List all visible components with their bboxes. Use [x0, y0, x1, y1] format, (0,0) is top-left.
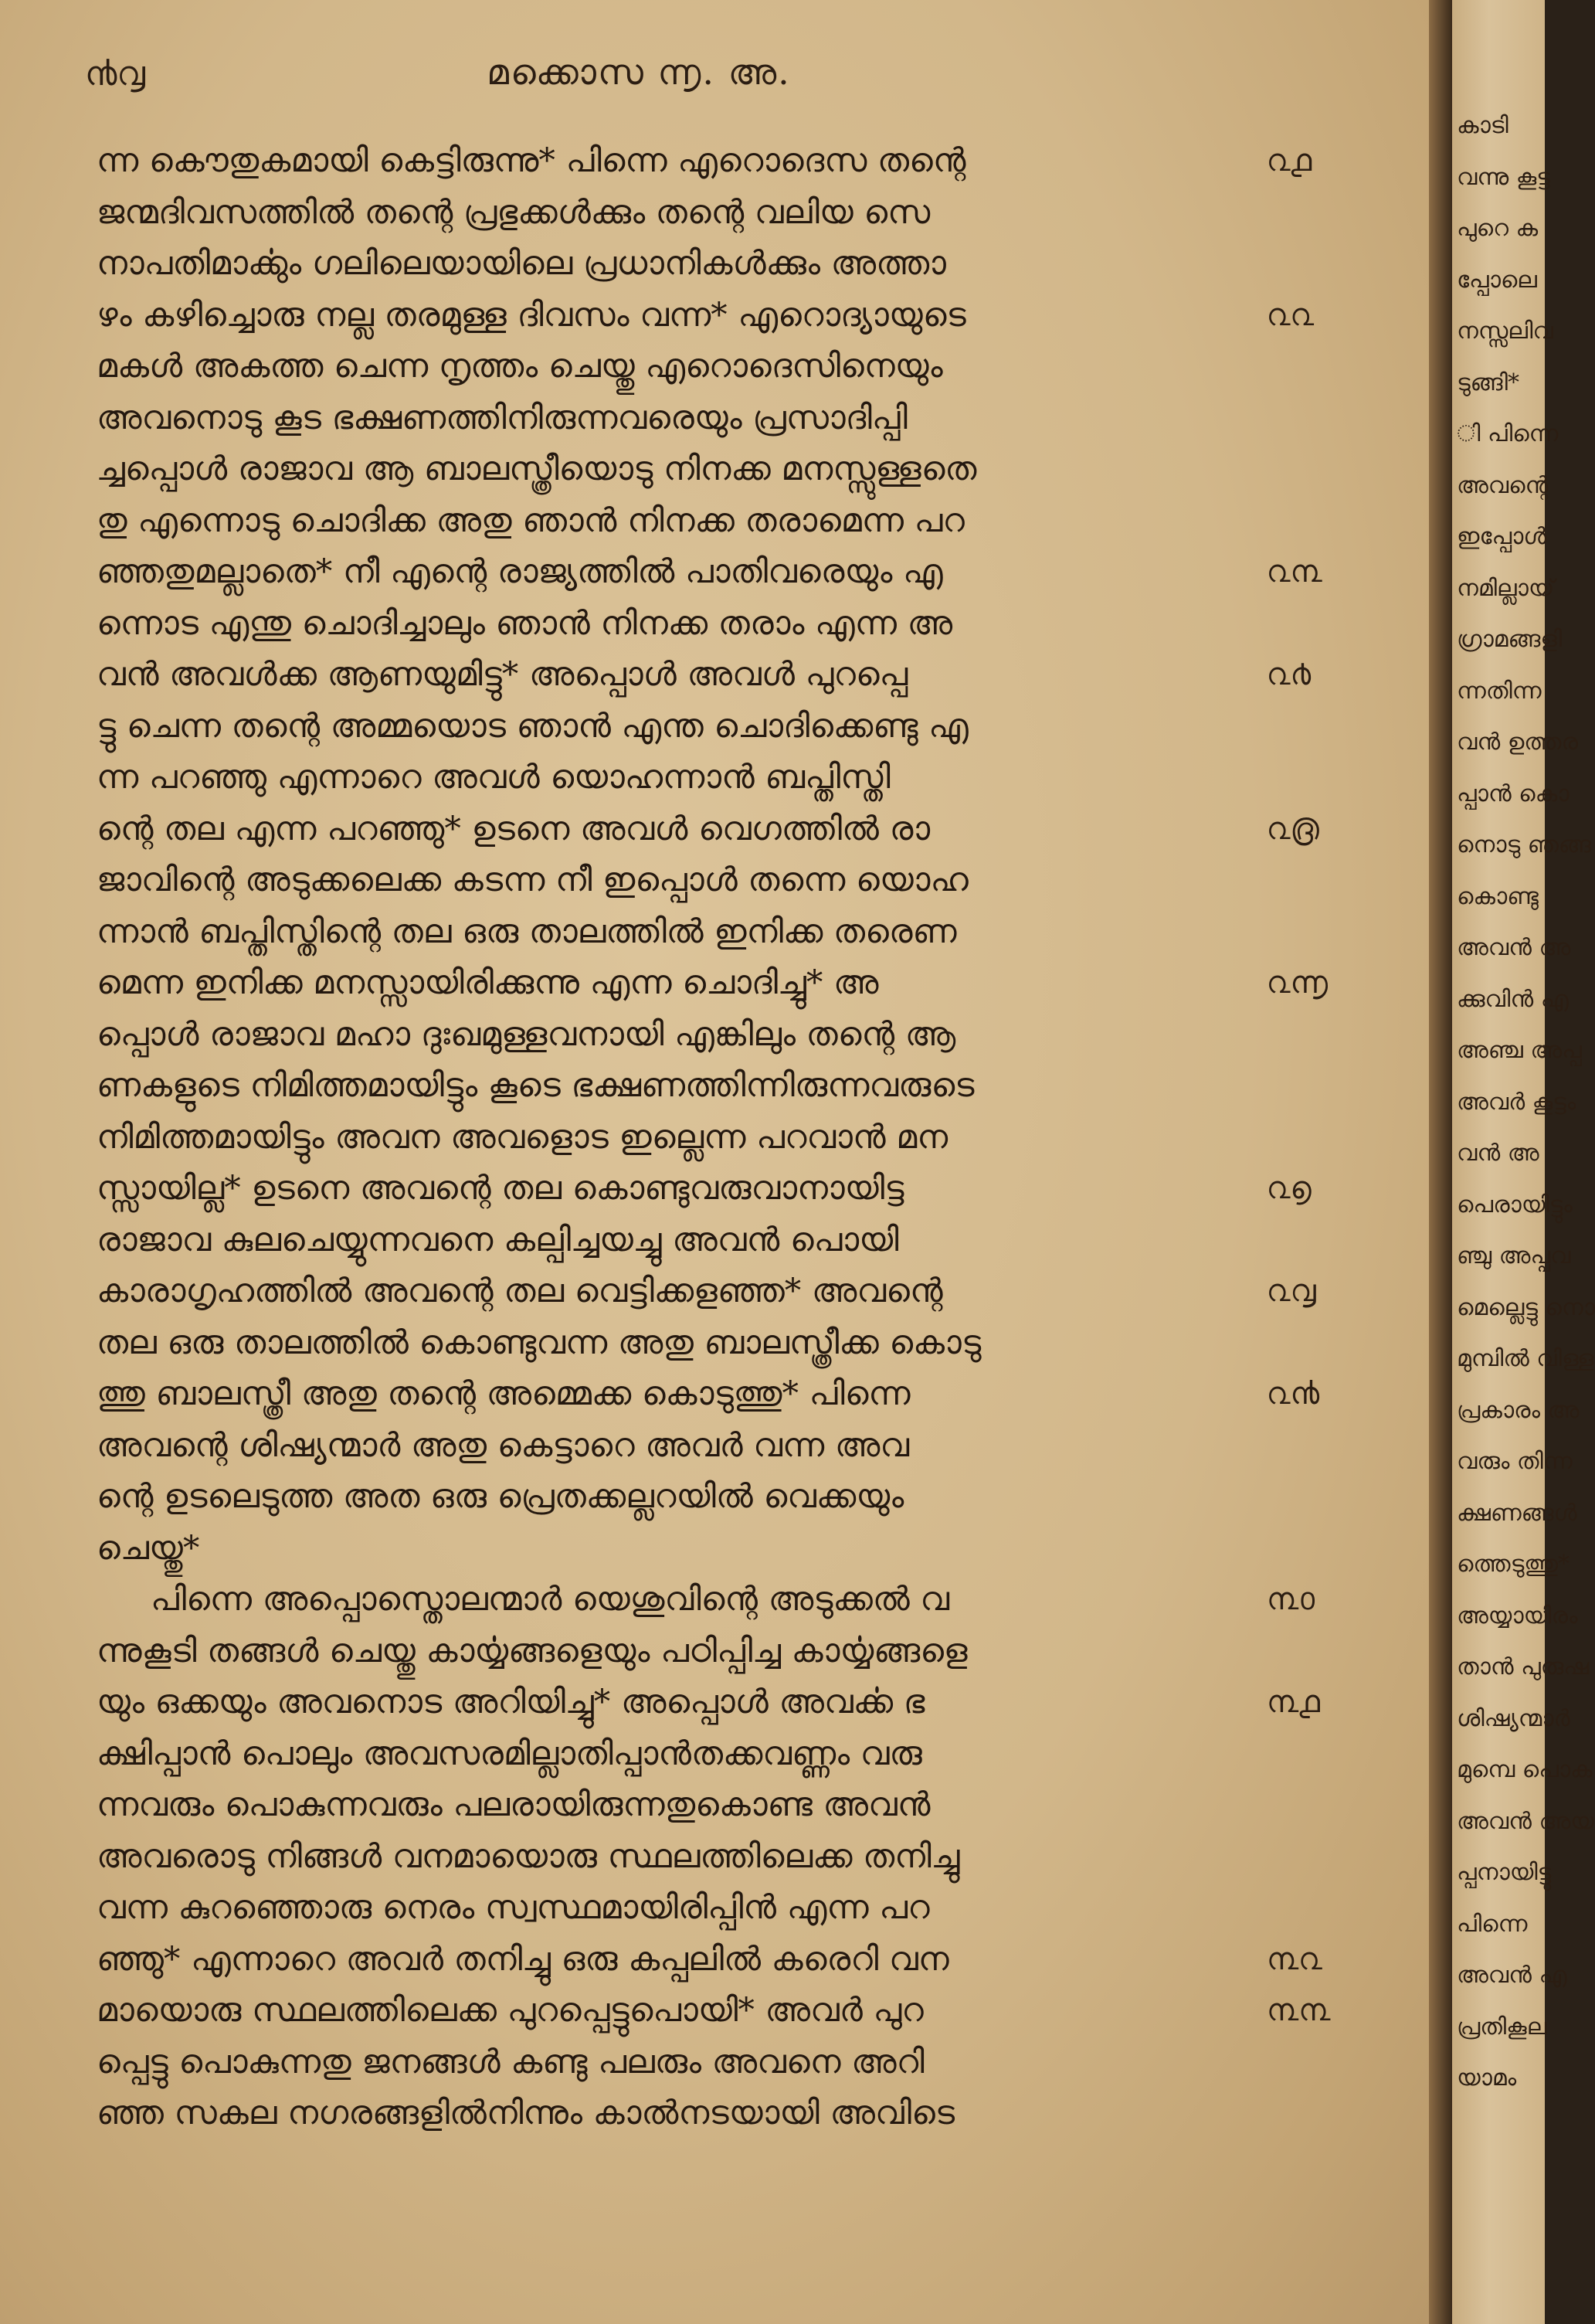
- verse-number: [1267, 443, 1359, 495]
- text-line: അവരൊടു നിങ്ങൾ വനമായൊരു സ്ഥലത്തിലെക്ക തനിച്ചു: [97, 1836, 960, 1876]
- verse-number: [1267, 2037, 1359, 2088]
- verse-number: [1267, 1728, 1359, 1780]
- verse-number: ൩൨: [1267, 1941, 1322, 1977]
- adjacent-page-fragment: വൻ അ: [1457, 1140, 1539, 1167]
- verse-number: [1267, 187, 1359, 239]
- verse-number: [1267, 906, 1359, 958]
- text-line: മായൊരു സ്ഥലത്തിലെക്ക പുറപ്പെട്ടുപൊയി* അവർ പുറ: [97, 1991, 924, 2030]
- verse-number: [1267, 1831, 1359, 1883]
- text-line: ന്ന കൌതുകമായി കെട്ടിരുന്നു* പിന്നെ എറൊദെസ തന്റെ: [97, 141, 966, 180]
- text-line: ന്റെ തല എന്ന പറഞ്ഞു* ഉടനെ അവൾ വെഗത്തിൽ രാ: [97, 809, 931, 848]
- adjacent-page-fragment: ഇപ്പോൾ: [1457, 523, 1547, 550]
- text-line: ഴം കഴിച്ചൊരു നല്ല തരമുള്ള ദിവസം വന്ന* എറൊദ്യായുടെ: [97, 295, 966, 335]
- adjacent-page-fragment: പെരായിട്ടും: [1457, 1191, 1573, 1218]
- verse-number: ൩൧: [1267, 1684, 1320, 1720]
- text-line: ന്ന പറഞ്ഞു എന്നാറെ അവൾ യൊഹന്നാൻ ബപ്തിസ്തി: [97, 758, 891, 797]
- adjacent-page-fragment: വൻ ഉത്തര: [1457, 729, 1578, 756]
- verse-number: ൨൪: [1267, 657, 1312, 692]
- adjacent-page-fragment: വരും തിന്ന: [1457, 1448, 1573, 1475]
- text-line: പ്പെട്ടു പൊകുന്നതു ജനങ്ങൾ കണ്ടു പലരും അവനെ അറി: [97, 2042, 925, 2081]
- text-line: അവന്റെ ശിഷ്യന്മാർ അതു കെട്ടാറെ അവർ വന്ന അവ: [97, 1425, 910, 1465]
- verse-number: [1267, 1112, 1359, 1164]
- adjacent-page: [1452, 0, 1595, 2324]
- text-body: [97, 135, 1255, 2139]
- text-line: ണകളുടെ നിമിത്തമായിട്ടും കൂടെ ഭക്ഷണത്തിന്നിരുന്നവരുടെ: [97, 1066, 975, 1105]
- verse-number: [1267, 1626, 1359, 1677]
- text-line: തു എന്നൊടു ചൊദിക്ക അതു ഞാൻ നിനക്ക തരാമെന്ന പറ: [97, 501, 965, 540]
- text-line: ക്ഷിപ്പാൻ പൊലും അവസരമില്ലാതിപ്പാൻതക്കവണ്ണം വരു: [97, 1734, 922, 1773]
- adjacent-page-fragment: നസ്സലിവ: [1457, 318, 1553, 345]
- text-line: ന്റെ ഉടലെടുത്ത അത ഒരു പ്രെതക്കല്ലറയിൽ വെക്കയും: [97, 1477, 904, 1516]
- adjacent-page-fragment: വന്നു കൂട്ട: [1457, 163, 1550, 191]
- adjacent-page-fragment: യാമം: [1457, 2064, 1517, 2091]
- verse-number: ൨൮: [1267, 1273, 1316, 1309]
- verse-number: ൨൧: [1267, 143, 1312, 178]
- text-line: ച്ചപ്പൊൾ രാജാവ ആ ബാലസ്ത്രീയൊടു നിനക്ക മനസ്സുള്ളതെ: [97, 450, 977, 488]
- text-line: കാരാഗൃഹത്തിൽ അവന്റെ തല വെട്ടിക്കളഞ്ഞ* അവന്റെ: [97, 1272, 943, 1310]
- text-line: ന്നവരും പൊകുന്നവരും പലരായിരുന്നതുകൊണ്ട അവൻ: [97, 1785, 931, 1824]
- adjacent-page-fragment: പ്പാൻ കൊ: [1457, 780, 1570, 807]
- text-line: പ്പൊൾ രാജാവ മഹാ ദുഃഖമുള്ളവനായി എങ്കിലും തന്റെ ആ: [97, 1014, 956, 1054]
- text-line: വന്ന കുറഞ്ഞൊരു നെരം സ്വസ്ഥമായിരിപ്പിൻ എന്ന പറ: [97, 1888, 930, 1927]
- verse-number: [1267, 1882, 1359, 1934]
- verse-number: [1267, 1060, 1359, 1112]
- verse-number: [1267, 238, 1359, 290]
- text-line: ന്നാൻ ബപ്തിസ്തിന്റെ തല ഒരു താലത്തിൽ ഇനിക്ക തരെണ: [97, 912, 957, 951]
- text-line: അവനൊടു കൂട ഭക്ഷണത്തിനിരുന്നവരെയും പ്രസാദിപ്പി: [97, 398, 908, 437]
- adjacent-page-fragment: പ്പനായിട്ടു: [1457, 1859, 1552, 1886]
- verse-number: [1267, 392, 1359, 444]
- verse-number: [1267, 598, 1359, 650]
- verse-number: [1267, 341, 1359, 392]
- adjacent-page-fragment: പ്രതികൂല: [1457, 2013, 1547, 2040]
- text-line: ജന്മദിവസത്തിൽ തന്റെ പ്രഭുക്കൾക്കും തന്റെ വലിയ സെ: [97, 192, 931, 232]
- text-line: ഞ്ഞതുമല്ലാതെ* നീ എന്റെ രാജ്യത്തിൽ പാതിവരെയും എ: [97, 552, 943, 591]
- text-line: ന്നൊട എന്തു ചൊദിച്ചാലും ഞാൻ നിനക്ക തരാം എന്ന അ: [97, 603, 953, 643]
- adjacent-page-fragment: കാടി: [1457, 112, 1508, 139]
- verse-number: ൩൩: [1267, 1993, 1331, 2028]
- verse-number: [1267, 495, 1359, 547]
- verse-number: [1267, 2088, 1359, 2139]
- page-number: ൯൮: [85, 54, 146, 93]
- adjacent-page-fragment: താൻ പുരുഷ: [1457, 1653, 1590, 1680]
- adjacent-page-fragment: പിന്നെ: [1457, 1910, 1528, 1938]
- verse-number: ൩൦: [1267, 1582, 1315, 1617]
- adjacent-page-fragment: ഗ്രാമങ്ങളി: [1457, 626, 1563, 653]
- adjacent-page-fragment: അവൻ അയ: [1457, 1807, 1594, 1835]
- text-line: ഞ്ഞു* എന്നാറെ അവർ തനിച്ചു ഒരു കപ്പലിൽ കരെറി വന: [97, 1939, 949, 1979]
- text-line: രാജാവ കുലചെയ്യുന്നവനെ കല്പിച്ചയച്ചു അവൻ പൊയി: [97, 1220, 899, 1259]
- adjacent-page-fragment: അവൻ എ: [1457, 1962, 1567, 1989]
- adjacent-page-fragment: ക്ഷണങ്ങൾ: [1457, 1499, 1577, 1527]
- text-line: നാപതിമാൎക്കും ഗലിലെയായിലെ പ്രധാനികൾക്കും അത്താ: [97, 244, 946, 283]
- verse-number: [1267, 1471, 1359, 1523]
- verse-number: ൨൭: [1267, 1170, 1312, 1206]
- text-line: ജാവിന്റെ അടുക്കലെക്ക കടന്ന നീ ഇപ്പൊൾ തന്നെ യൊഹ: [97, 861, 969, 899]
- text-line: ന്നുകൂടി തങ്ങൾ ചെയ്തു കാൎയ്യങ്ങളെയും പഠിപ്പിച്ച കാൎയ്യങ്ങളെ: [97, 1631, 968, 1670]
- adjacent-page-fragment: കൊണ്ടു: [1457, 882, 1539, 910]
- verse-number: ൨൫: [1267, 810, 1319, 847]
- adjacent-page-text: [1452, 100, 1595, 2105]
- verse-number: ൨൩: [1267, 554, 1322, 589]
- verse-number: [1267, 1523, 1359, 1575]
- verse-number: [1267, 1215, 1359, 1266]
- text-line: തല ഒരു താലത്തിൽ കൊണ്ടുവന്ന അതു ബാലസ്ത്രീക്ക കൊടു: [97, 1323, 982, 1362]
- text-line: സ്സായില്ല* ഉടനെ അവന്റെ തല കൊണ്ടുവരുവാനായിട്ട: [97, 1169, 904, 1208]
- verse-number: [1267, 752, 1359, 804]
- adjacent-page-fragment: ക്കുവിൻ എ: [1457, 985, 1569, 1013]
- adjacent-page-fragment: ഞ്ചു അപ്പവ: [1457, 1242, 1571, 1269]
- text-line: പിന്നെ അപ്പൊസ്തൊലന്മാർ യെശുവിന്റെ അടുക്കൽ വ: [151, 1580, 950, 1619]
- verse-number: [1267, 1009, 1359, 1061]
- adjacent-page-fragment: അവർ കൂട്ടം: [1457, 1088, 1576, 1116]
- verse-number: [1267, 701, 1359, 753]
- book-gutter: [1429, 0, 1452, 2324]
- adjacent-page-fragment: പുറെ ക: [1457, 215, 1539, 242]
- adjacent-page-fragment: മുമ്പിൽ വിള്ള: [1457, 1345, 1594, 1372]
- verse-number: ൨൨: [1267, 297, 1315, 333]
- text-line: വൻ അവൾക്ക ആണയുമിട്ടു* അപ്പൊൾ അവൾ പുറപ്പെ: [97, 655, 908, 694]
- adjacent-page-fragment: പ്പോലെ: [1457, 266, 1537, 294]
- adjacent-page-fragment: പ്രകാരം അ: [1457, 1396, 1580, 1424]
- verse-number: [1267, 1420, 1359, 1472]
- adjacent-page-fragment: ത്തെടുത്തു*: [1457, 1551, 1570, 1578]
- adjacent-page-fragment: മുമ്പെ പൊക: [1457, 1756, 1593, 1783]
- verse-number: [1267, 1317, 1359, 1369]
- text-line: ഞ്ഞ സകല നഗരങ്ങളിൽനിന്നും കാൽനടയായി അവിടെ: [97, 2094, 955, 2132]
- adjacent-page-fragment: അവന്റെ: [1457, 471, 1549, 499]
- verse-number-column: [1267, 135, 1359, 2139]
- adjacent-page-fragment: നൊടു ഞങ്ങ: [1457, 831, 1591, 858]
- adjacent-page-fragment: ടുങ്ങി*: [1457, 369, 1520, 396]
- adjacent-page-fragment: ന്നതിന്ന: [1457, 677, 1542, 705]
- verse-number: ൨൯: [1267, 1376, 1320, 1412]
- verse-number: ൨൬: [1267, 965, 1329, 1001]
- adjacent-page-fragment: മെല്ലെട്ടു നൊ: [1457, 1293, 1595, 1321]
- text-line: ട്ടു ചെന്ന തന്റെ അമ്മയൊട ഞാൻ എന്ത ചൊദിക്കെണ്ടു എ: [97, 706, 969, 746]
- text-line: മകൾ അകത്ത ചെന്ന നൃത്തം ചെയ്തു എറൊദെസിനെയും: [97, 347, 943, 386]
- text-line: യും ഒക്കയും അവനൊട അറിയിച്ചു* അപ്പൊൾ അവൎക്ക ഭ: [97, 1683, 925, 1721]
- text-line: മെന്ന ഇനിക്ക മനസ്സായിരിക്കുന്നു എന്ന ചൊദിച്ചു* അ: [97, 963, 879, 1002]
- text-line: നിമിത്തമായിട്ടും അവന അവളൊട ഇല്ലെന്ന പറവാൻ മന: [97, 1117, 949, 1157]
- running-title: മക്കൊസ ൬. അ.: [487, 51, 791, 93]
- text-line: ത്തു ബാലസ്ത്രീ അതു തന്റെ അമ്മെക്ക കൊടുത്തു* പിന്നെ: [97, 1374, 911, 1413]
- adjacent-page-fragment: അവൻ അ: [1457, 934, 1571, 961]
- verse-number: [1267, 855, 1359, 906]
- adjacent-page-fragment: നമില്ലായ്: [1457, 574, 1555, 602]
- adjacent-page-fragment: ശിഷ്യന്മാർ: [1457, 1704, 1570, 1732]
- text-line: ചെയ്തു*: [97, 1528, 200, 1568]
- adjacent-page-fragment: ി പിന്നെ: [1457, 420, 1559, 447]
- adjacent-page-fragment: അയ്യായിരം: [1457, 1602, 1578, 1629]
- adjacent-page-fragment: അഞ്ച അപ്പ: [1457, 1037, 1582, 1064]
- verse-number: [1267, 1779, 1359, 1831]
